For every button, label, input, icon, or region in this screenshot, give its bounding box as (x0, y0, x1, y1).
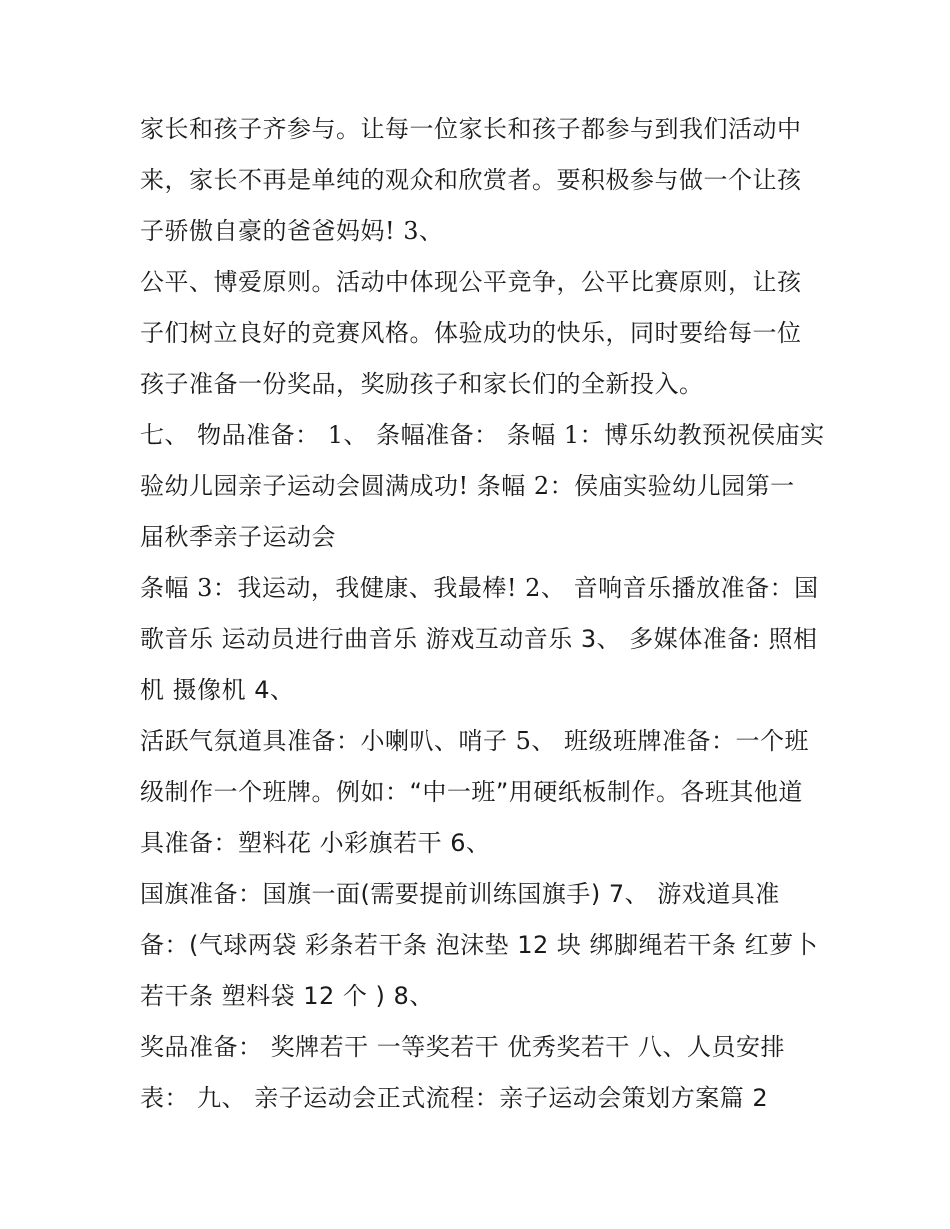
text-line-8: 验幼儿园亲子运动会圆满成功! 条幅 2：侯庙实验幼儿园第一 (140, 472, 795, 500)
text-line-19: 奖品准备： 奖牌若干 一等奖若干 优秀奖若干 八、人员安排 (140, 1033, 786, 1061)
text-line-16: 国旗准备：国旗一面(需要提前训练国旗手) 7、 游戏道具准 (140, 880, 780, 908)
text-line-7: 七、 物品准备： 1、 条幅准备： 条幅 1：博乐幼教预祝侯庙实 (140, 421, 825, 449)
document-body (140, 104, 830, 1124)
text-line-9: 届秋季亲子运动会 (140, 523, 336, 551)
text-line-4: 公平、博爱原则。活动中体现公平竞争，公平比赛原则，让孩 (140, 268, 802, 296)
text-line-6: 孩子准备一份奖品，奖励孩子和家长们的全新投入。 (140, 370, 704, 398)
text-line-11: 歌音乐 运动员进行曲音乐 游戏互动音乐 3、 多媒体准备: 照相 (140, 625, 818, 653)
text-line-10: 条幅 3：我运动，我健康、我最棒! 2、 音响音乐播放准备：国 (140, 574, 819, 602)
text-line-13: 活跃气氛道具准备：小喇叭、哨子 5、 班级班牌准备：一个班 (140, 727, 810, 755)
text-line-15: 具准备：塑料花 小彩旗若干 6、 (140, 829, 491, 857)
text-line-2: 来，家长不再是单纯的观众和欣赏者。要积极参与做一个让孩 (140, 166, 802, 194)
text-line-3: 子骄傲自豪的爸爸妈妈! 3、 (140, 217, 444, 245)
text-line-5: 子们树立良好的竞赛风格。体验成功的快乐，同时要给每一位 (140, 319, 802, 347)
text-line-1: 家长和孩子齐参与。让每一位家长和孩子都参与到我们活动中 (140, 115, 802, 143)
text-line-12: 机 摄像机 4、 (140, 676, 295, 704)
text-line-17: 备：(气球两袋 彩条若干条 泡沫垫 12 块 绑脚绳若干条 红萝卜 (140, 931, 819, 959)
text-line-18: 若干条 塑料袋 12 个 ) 8、 (140, 982, 434, 1010)
text-line-20: 表： 九、 亲子运动会正式流程：亲子运动会策划方案篇 2 (140, 1084, 769, 1112)
text-line-14: 级制作一个班牌。例如：“中一班”用硬纸板制作。各班其他道 (140, 778, 803, 806)
